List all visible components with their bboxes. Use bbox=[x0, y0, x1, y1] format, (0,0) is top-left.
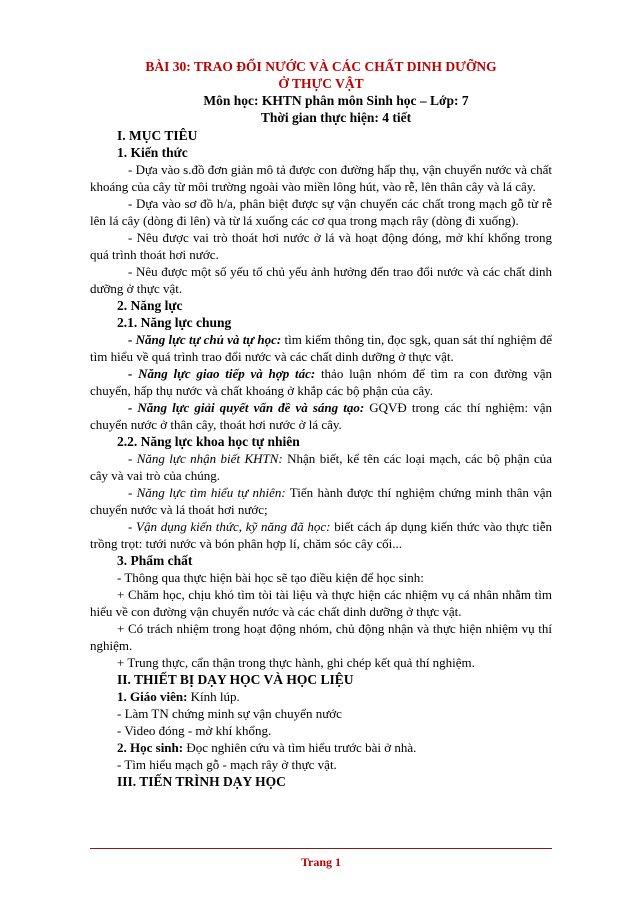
subsection-heading-general-competence: 2.1. Năng lực chung bbox=[117, 315, 232, 330]
quality-item: + Trung thực, cẩn thận trong thực hành, ghi chép kết quả thí nghiệm. bbox=[117, 655, 475, 670]
knowledge-item: - Nêu được vai trò thoát hơi nước ở lá và hoạt động đóng, mở khí khổng trong quá trình thoát hơi nước. bbox=[90, 230, 552, 262]
equipment-teacher-label: 1. Giáo viên: bbox=[117, 689, 188, 704]
subsection-heading-knowledge: 1. Kiến thức bbox=[117, 145, 188, 160]
document-page bbox=[90, 58, 552, 790]
equipment-teacher bbox=[90, 688, 552, 705]
science-competence-text: biết cách áp dụng kiến thức vào thực tiễn trồng trọt: tưới nước và bón phân hợp lí, chăm sóc cây cối... bbox=[90, 519, 552, 551]
lesson-title: BÀI 30: TRAO ĐỔI NƯỚC VÀ CÁC CHẤT DINH DƯỠNG bbox=[145, 59, 497, 74]
equipment-student-text: Đọc nghiên cứu và tìm hiểu trước bài ở nhà. bbox=[183, 740, 417, 755]
quality-item: + Chăm học, chịu khó tìm tòi tài liệu và thực hiện các nhiệm vụ cá nhân nhằm tìm hiểu về con đường vận chuyển nước và các chất dinh dưỡng ở thực vật. bbox=[90, 587, 552, 619]
science-competence-item bbox=[90, 450, 552, 484]
quality-item: + Có trách nhiệm trong hoạt động nhóm, chủ động nhận và thực hiện nhiệm vụ thí nghiệm. bbox=[90, 621, 552, 653]
subsection-heading-qualities: 3. Phẩm chất bbox=[117, 553, 193, 568]
science-competence-label: - Năng lực tìm hiểu tự nhiên: bbox=[128, 485, 286, 500]
equipment-teacher-text: Kính lúp. bbox=[187, 689, 240, 704]
subsection-heading-science-competence: 2.2. Năng lực khoa học tự nhiên bbox=[117, 434, 300, 449]
competence-label: - Năng lực giải quyết vấn đề và sáng tạo: bbox=[128, 400, 365, 415]
equipment-item: - Video đóng - mở khí khổng. bbox=[117, 723, 272, 738]
equipment-student-label: 2. Học sinh: bbox=[117, 740, 184, 755]
document-body bbox=[90, 127, 552, 790]
competence-text: thảo luận nhóm để tìm ra con đường vận chuyển, hấp thụ nước và chất khoáng ở khắp các bộ phận của cây. bbox=[90, 366, 552, 398]
science-competence-label: - Vận dụng kiến thức, kỹ năng đã học: bbox=[128, 519, 331, 534]
section-heading-objectives: I. MỤC TIÊU bbox=[117, 128, 198, 143]
subject-line: Môn học: KHTN phân môn Sinh học – Lớp: 7 bbox=[203, 93, 469, 108]
competence-item bbox=[90, 399, 552, 433]
page-number: Trang 1 bbox=[300, 855, 342, 869]
competence-item bbox=[90, 365, 552, 399]
knowledge-item: - Dựa vào sơ đồ h/a, phân biệt được sự vận chuyển các chất trong mạch gỗ từ rễ lên lá cây (dòng đi lên) và từ lá xuống các cơ qua trong mạch rây (dòng đi xuống). bbox=[90, 196, 552, 228]
duration-line: Thời gian thực hiện: 4 tiết bbox=[260, 110, 412, 125]
footer-divider bbox=[90, 848, 552, 849]
subsection-heading-competence: 2. Năng lực bbox=[117, 298, 183, 313]
science-competence-text: Nhận biết, kể tên các loại mạch, các bộ phận của cây và vai trò của chúng. bbox=[90, 451, 552, 483]
competence-text: GQVĐ trong các thí nghiệm: vận chuyển nước ở thân cây, thoát hơi nước ở lá cây. bbox=[90, 400, 552, 432]
competence-label: - Năng lực giao tiếp và hợp tác: bbox=[128, 366, 316, 381]
equipment-item: - Làm TN chứng minh sự vận chuyển nước bbox=[117, 706, 342, 721]
science-competence-label: - Năng lực nhận biết KHTN: bbox=[128, 451, 283, 466]
equipment-item: - Tìm hiểu mạch gỗ - mạch rây ở thực vật. bbox=[117, 757, 337, 772]
competence-label: - Năng lực tự chủ và tự học: bbox=[128, 332, 282, 347]
knowledge-item: - Nêu được một số yếu tố chủ yếu ảnh hưởng đến trao đổi nước và các chất dinh dưỡng ở thực vật. bbox=[90, 264, 552, 296]
science-competence-text: Tiến hành được thí nghiệm chứng minh thân vận chuyển nước và lá thoát hơi nước; bbox=[90, 485, 553, 517]
science-competence-item bbox=[90, 484, 552, 518]
science-competence-item bbox=[90, 518, 552, 552]
competence-text: tìm kiếm thông tin, đọc sgk, quan sát thí nghiệm để tìm hiểu về quá trình trao đổi nước và các chất dinh dưỡng ở thực vật. bbox=[90, 332, 552, 364]
knowledge-item: - Dựa vào s.đồ đơn giản mô tả được con đường hấp thụ, vận chuyển nước và chất khoáng của cây từ môi trường ngoài vào miền lông hút, vào rễ, lên thân cây và lá cây. bbox=[90, 162, 552, 194]
equipment-student bbox=[90, 739, 552, 756]
lesson-title-line2: Ở THỰC VẬT bbox=[278, 76, 364, 91]
competence-item bbox=[90, 331, 552, 365]
section-heading-process: III. TIẾN TRÌNH DẠY HỌC bbox=[117, 774, 286, 789]
quality-item: - Thông qua thực hiện bài học sẽ tạo điều kiện để học sinh: bbox=[117, 570, 424, 585]
section-heading-equipment: II. THIẾT BỊ DẠY HỌC VÀ HỌC LIỆU bbox=[117, 672, 354, 687]
